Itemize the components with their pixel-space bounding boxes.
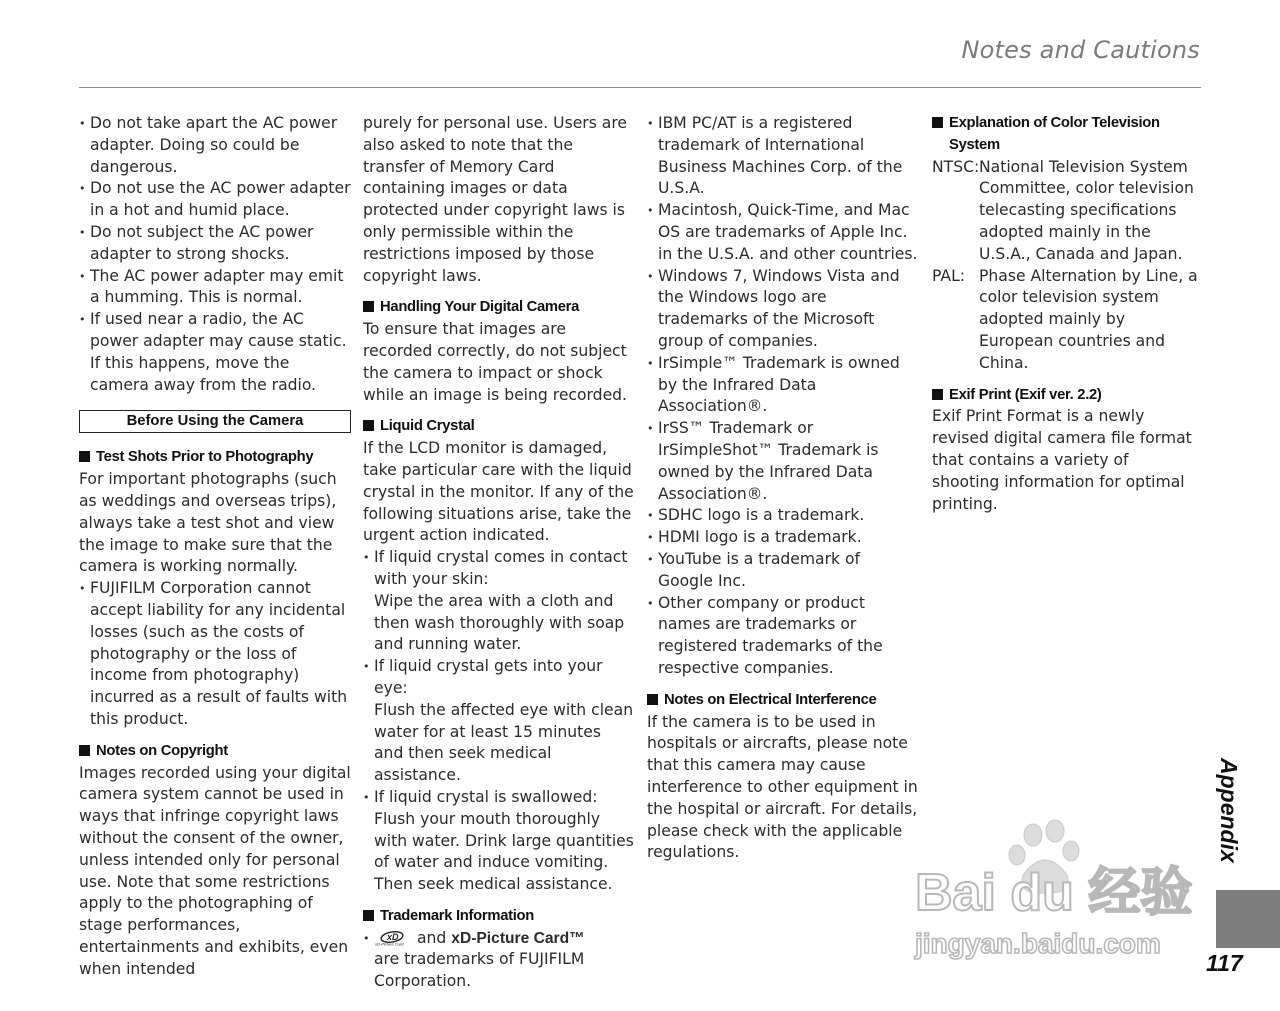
pal-definition [932, 266, 1200, 375]
heading-text: Notes on Electrical Interference [664, 691, 877, 708]
column-4 [932, 113, 1200, 515]
watermark-url: jingyan.baidu.com [915, 928, 1161, 959]
list-item: • Macintosh, Quick-Time, and Mac OS are trademarks of Apple Inc. in the U.S.A. and other countries. [647, 200, 919, 265]
liquid-crystal-body: If the LCD monitor is damaged, take particular care with the liquid crystal in the monitor. If any of the following situations arise, take the urgent action indicated. [363, 439, 634, 545]
column-1 [79, 113, 351, 980]
heading-text: Liquid Crystal [380, 418, 475, 435]
exif-print-body: Exif Print Format is a newly revised digital camera file format that contains a variety of shooting information for optimal printing. [932, 407, 1192, 513]
list-item: • HDMI logo is a trademark. [647, 527, 919, 549]
square-bullet-icon [932, 117, 943, 128]
trademark-heading [363, 906, 635, 928]
action-text: Flush the affected eye with clean water for at least 15 minutes and then seek medical assistance. [374, 700, 634, 785]
and-text: and [416, 928, 447, 947]
heading-text: Exif Print (Exif ver. 2.2) [949, 386, 1102, 403]
situation-text: • If liquid crystal comes in contact with your skin: [374, 548, 628, 588]
copyright-heading [79, 741, 351, 763]
pal-term: PAL: [932, 266, 966, 285]
page-header-title: Notes and Cautions [961, 36, 1200, 64]
list-item: • The AC power adapter may emit a humming. This is normal. [79, 266, 351, 310]
page-number: 117 [1206, 950, 1243, 976]
square-bullet-icon [363, 420, 374, 431]
list-item: • IBM PC/AT is a registered trademark of International Business Machines Corp. of the U.S.A. [647, 113, 919, 200]
handling-heading [363, 297, 635, 319]
ntsc-term: NTSC: [932, 157, 980, 176]
electrical-interference-body: If the camera is to be used in hospitals or aircrafts, please note that this camera may cause interference to other equipment in the hospital or aircraft. For details, please check with the applicable regulations. [647, 712, 918, 862]
trademarks-list [647, 113, 919, 680]
xd-picture-card-name: xD-Picture Card™ [451, 929, 585, 947]
situation-text: • If liquid crystal gets into your eye: [374, 657, 603, 697]
header-divider [79, 87, 1201, 88]
trademark-list [363, 928, 635, 993]
logo-lettering: xD-Picture Card [375, 941, 404, 946]
list-item: • YouTube is a trademark of Google Inc. [647, 549, 919, 593]
heading-text-continued: System [949, 136, 1000, 153]
list-item: • IrSS™ Trademark or IrSimpleShot™ Trademark is owned by the Infrared Data Association®. [647, 418, 919, 505]
list-item: • If used near a radio, the AC power adapter may cause static. If this happens, move the camera away from the radio. [79, 309, 351, 396]
list-item: • Other company or product names are trademarks or registered trademarks of the respective companies. [647, 593, 919, 680]
column-3 [647, 113, 919, 864]
liquid-crystal-list [363, 547, 635, 896]
before-using-camera-box: Before Using the Camera [79, 410, 351, 433]
square-bullet-icon [363, 910, 374, 921]
section-tab-label [1204, 758, 1244, 878]
watermark-brand: Bai du 经验 [915, 864, 1193, 922]
section-tab-text: Appendix [1216, 758, 1242, 863]
list-item [363, 928, 635, 993]
trademark-rest: are trademarks of FUJIFILM Corporation. [374, 950, 585, 991]
copyright-body-continued: purely for personal use. Users are also asked to note that the transfer of Memory Card containing images or data protected under copyright laws is only permissible within the restrictions imposed by those copyright laws. [363, 114, 628, 285]
column-2 [363, 113, 635, 993]
pal-description: Phase Alternation by Line, a color television system adopted mainly by European countries and China. [979, 266, 1198, 372]
handling-body: To ensure that images are recorded correctly, do not subject the camera to impact or shock while an image is being recorded. [363, 320, 628, 404]
copyright-body: Images recorded using your digital camera system cannot be used in ways that infringe copyright laws without the consent of the owner, unless intended only for personal use. Note that some restrictions apply to the photographing of stage performances, entertainments and exhibits, even when intended [79, 763, 351, 978]
situation-text: • If liquid crystal is swallowed: [374, 787, 598, 806]
square-bullet-icon [363, 301, 374, 312]
xd-picture-card-logo-icon [374, 930, 412, 946]
list-item: • IrSimple™ Trademark is owned by the Infrared Data Association®. [647, 353, 919, 418]
ntsc-definition [932, 157, 1200, 266]
baidu-watermark-icon [905, 815, 1205, 965]
exif-print-heading [932, 385, 1200, 407]
heading-text: Notes on Copyright [96, 742, 228, 759]
ntsc-description: National Television System Committee, color television telecasting specifications adopted mainly in the U.S.A., Canada and Japan. [979, 157, 1194, 263]
list-item [363, 787, 635, 896]
heading-text: Explanation of Color Television [949, 115, 1160, 131]
list-item: • SDHC logo is a trademark. [647, 505, 919, 527]
test-shots-list [79, 578, 351, 731]
svg-text:xD: • xD [387, 931, 399, 942]
list-item [363, 547, 635, 656]
section-tab-marker [1216, 890, 1280, 948]
list-item: • Do not use the AC power adapter in a hot and humid place. [79, 178, 351, 222]
heading-text: Trademark Information [380, 907, 535, 924]
electrical-interference-heading [647, 690, 919, 712]
color-tv-heading [932, 113, 1200, 157]
square-bullet-icon [932, 389, 943, 400]
liquid-crystal-heading [363, 416, 635, 438]
action-text: Flush your mouth thoroughly with water. Drink large quantities of water and induce vomiting. Then seek medical assistance. [374, 809, 634, 894]
list-item: • FUJIFILM Corporation cannot accept liability for any incidental losses (such as the costs of photography or the loss of income from photography) incurred as a result of faults with this product. [79, 578, 351, 731]
ac-adapter-cautions-list [79, 113, 351, 396]
list-item: • Do not take apart the AC power adapter. Doing so could be dangerous. [79, 113, 351, 178]
square-bullet-icon [647, 694, 658, 705]
square-bullet-icon [79, 745, 90, 756]
list-item [363, 656, 635, 787]
test-shots-body: For important photographs (such as weddings and overseas trips), always take a test shot and view the image to make sure that the camera is working normally. [79, 470, 337, 576]
heading-text: Test Shots Prior to Photography [96, 449, 314, 466]
list-item: • Do not subject the AC power adapter to strong shocks. [79, 222, 351, 266]
test-shots-heading [79, 447, 351, 469]
action-text: Wipe the area with a cloth and then wash thoroughly with soap and running water. [374, 591, 625, 654]
square-bullet-icon [79, 451, 90, 462]
list-item: • Windows 7, Windows Vista and the Windows logo are trademarks of the Microsoft group of companies. [647, 266, 919, 353]
heading-text: Handling Your Digital Camera [380, 299, 580, 316]
